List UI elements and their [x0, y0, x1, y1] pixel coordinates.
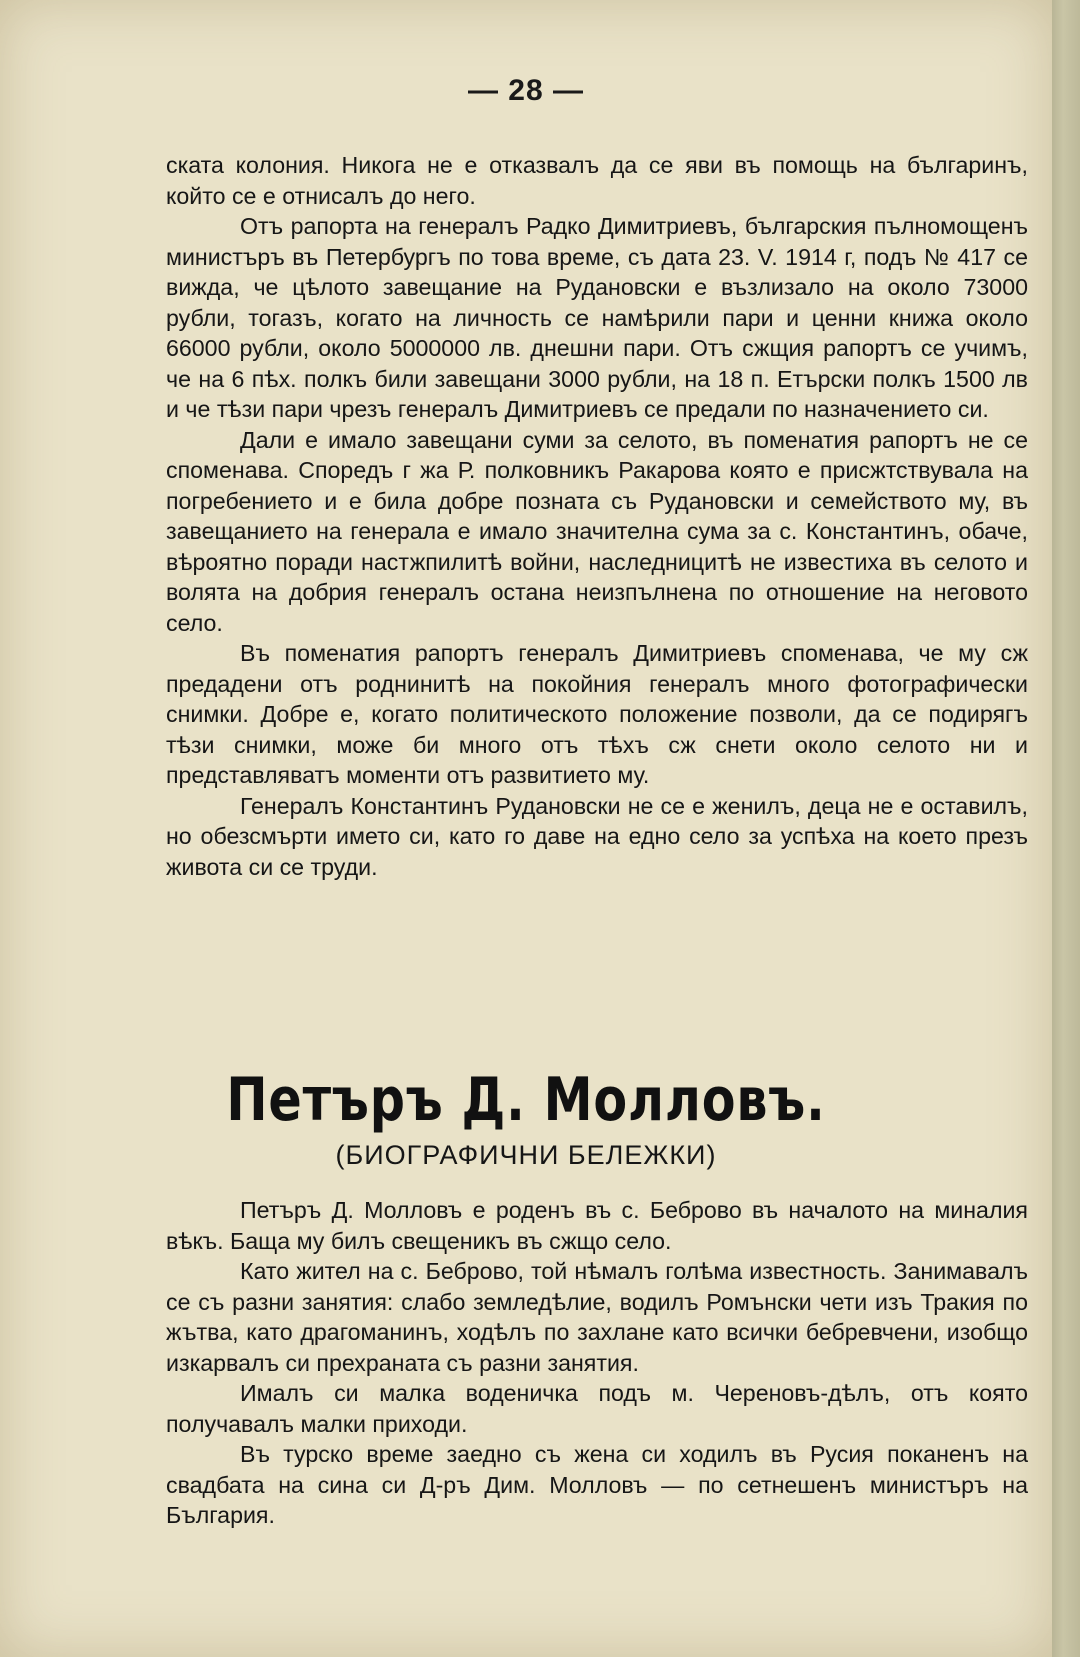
section-rudanovski-text	[166, 150, 1028, 882]
page-edge	[1052, 0, 1080, 1657]
paragraph: Генералъ Константинъ Рудановски не се е женилъ, деца не е оставилъ, но обезсмърти името си, като го даве на едно село за успѣха на което презъ живота си се труди.	[166, 792, 1028, 880]
paragraph: Въ поменатия рапортъ генералъ Димитриевъ споменава, че му сж предадени отъ роднинитѣ на покойния генералъ много фотографически снимки. Добре е, когато политическото положение позволи, да се подирягъ тѣзи снимки, може би много отъ тѣхъ сж снети около селото ни и представляватъ моменти отъ развитието му.	[166, 640, 1028, 788]
paragraph: ската колония. Никога не е отказвалъ да се яви въ помощь на българинъ, който се е отнисалъ до него.	[166, 152, 1028, 209]
section-subheading: (БИОГРАФИЧНИ БЕЛЕЖКИ)	[335, 1140, 717, 1170]
page-number: — 28 —	[467, 74, 585, 107]
section-heading: Петъръ Д. Молловъ.	[226, 1065, 826, 1135]
paragraph: Петъръ Д. Молловъ е роденъ въ с. Беброво въ началото на миналия вѣкъ. Баща му билъ свещеникъ въ сжщо село.	[166, 1197, 1028, 1254]
section-mollov-text	[166, 1195, 1028, 1531]
paragraph: Въ турско време заедно съ жена си ходилъ въ Русия поканенъ на свадбата на сина си Д-ръ Дим. Молловъ — по сетнешенъ министъръ на България.	[166, 1441, 1028, 1528]
paragraph: Отъ рапорта на генералъ Радко Димитриевъ, българския пълномощенъ министъръ въ Петербургъ по това време, съ дата 23. V. 1914 г, подъ № 417 се вижда, че цѣлото завещание на Рудановски е възлизало на около 73000 рубли, тогазъ, когато на личность се намѣрили пари и ценни книжа около 66000 рубли, около 5000000 лв. днешни пари. Отъ сжщия рапортъ се учимъ, че на 6 пѣх. полкъ били завещани 3000 рубли, на 18 п. Етърски полкъ 1500 лв и че тѣзи пари чрезъ генералъ Димитриевъ се предали по назначението си.	[166, 213, 1028, 422]
paragraph: Ималъ си малка воденичка подъ м. Череновъ-дѣлъ, отъ която получавалъ малки приходи.	[166, 1380, 1028, 1437]
paragraph: Дали е имало завещани суми за селото, въ поменатия рапортъ не се споменава. Споредъ г жа Р. полковникъ Ракарова която е присжтствувала на погребението и е била добре позната съ Рудановски и семейството му, въ завещанието на генерала е имало значителна сума за с. Константинъ, обаче, вѣроятно поради настжпилитѣ войни, наследницитѣ не известиха въ селото и волята на добрия генералъ остана неизпълнена по отношение на неговото село.	[166, 426, 1028, 636]
paragraph: Като жител на с. Беброво, той нѣмалъ голѣма известность. Занимавалъ се съ разни занятия: слабо земледѣлие, водилъ Ромънски чети изъ Тракия по жътва, като драгоманинъ, ходѣлъ по захлане като всички бебревчени, изобщо изкарвалъ си прехраната съ разни занятия.	[166, 1258, 1028, 1376]
